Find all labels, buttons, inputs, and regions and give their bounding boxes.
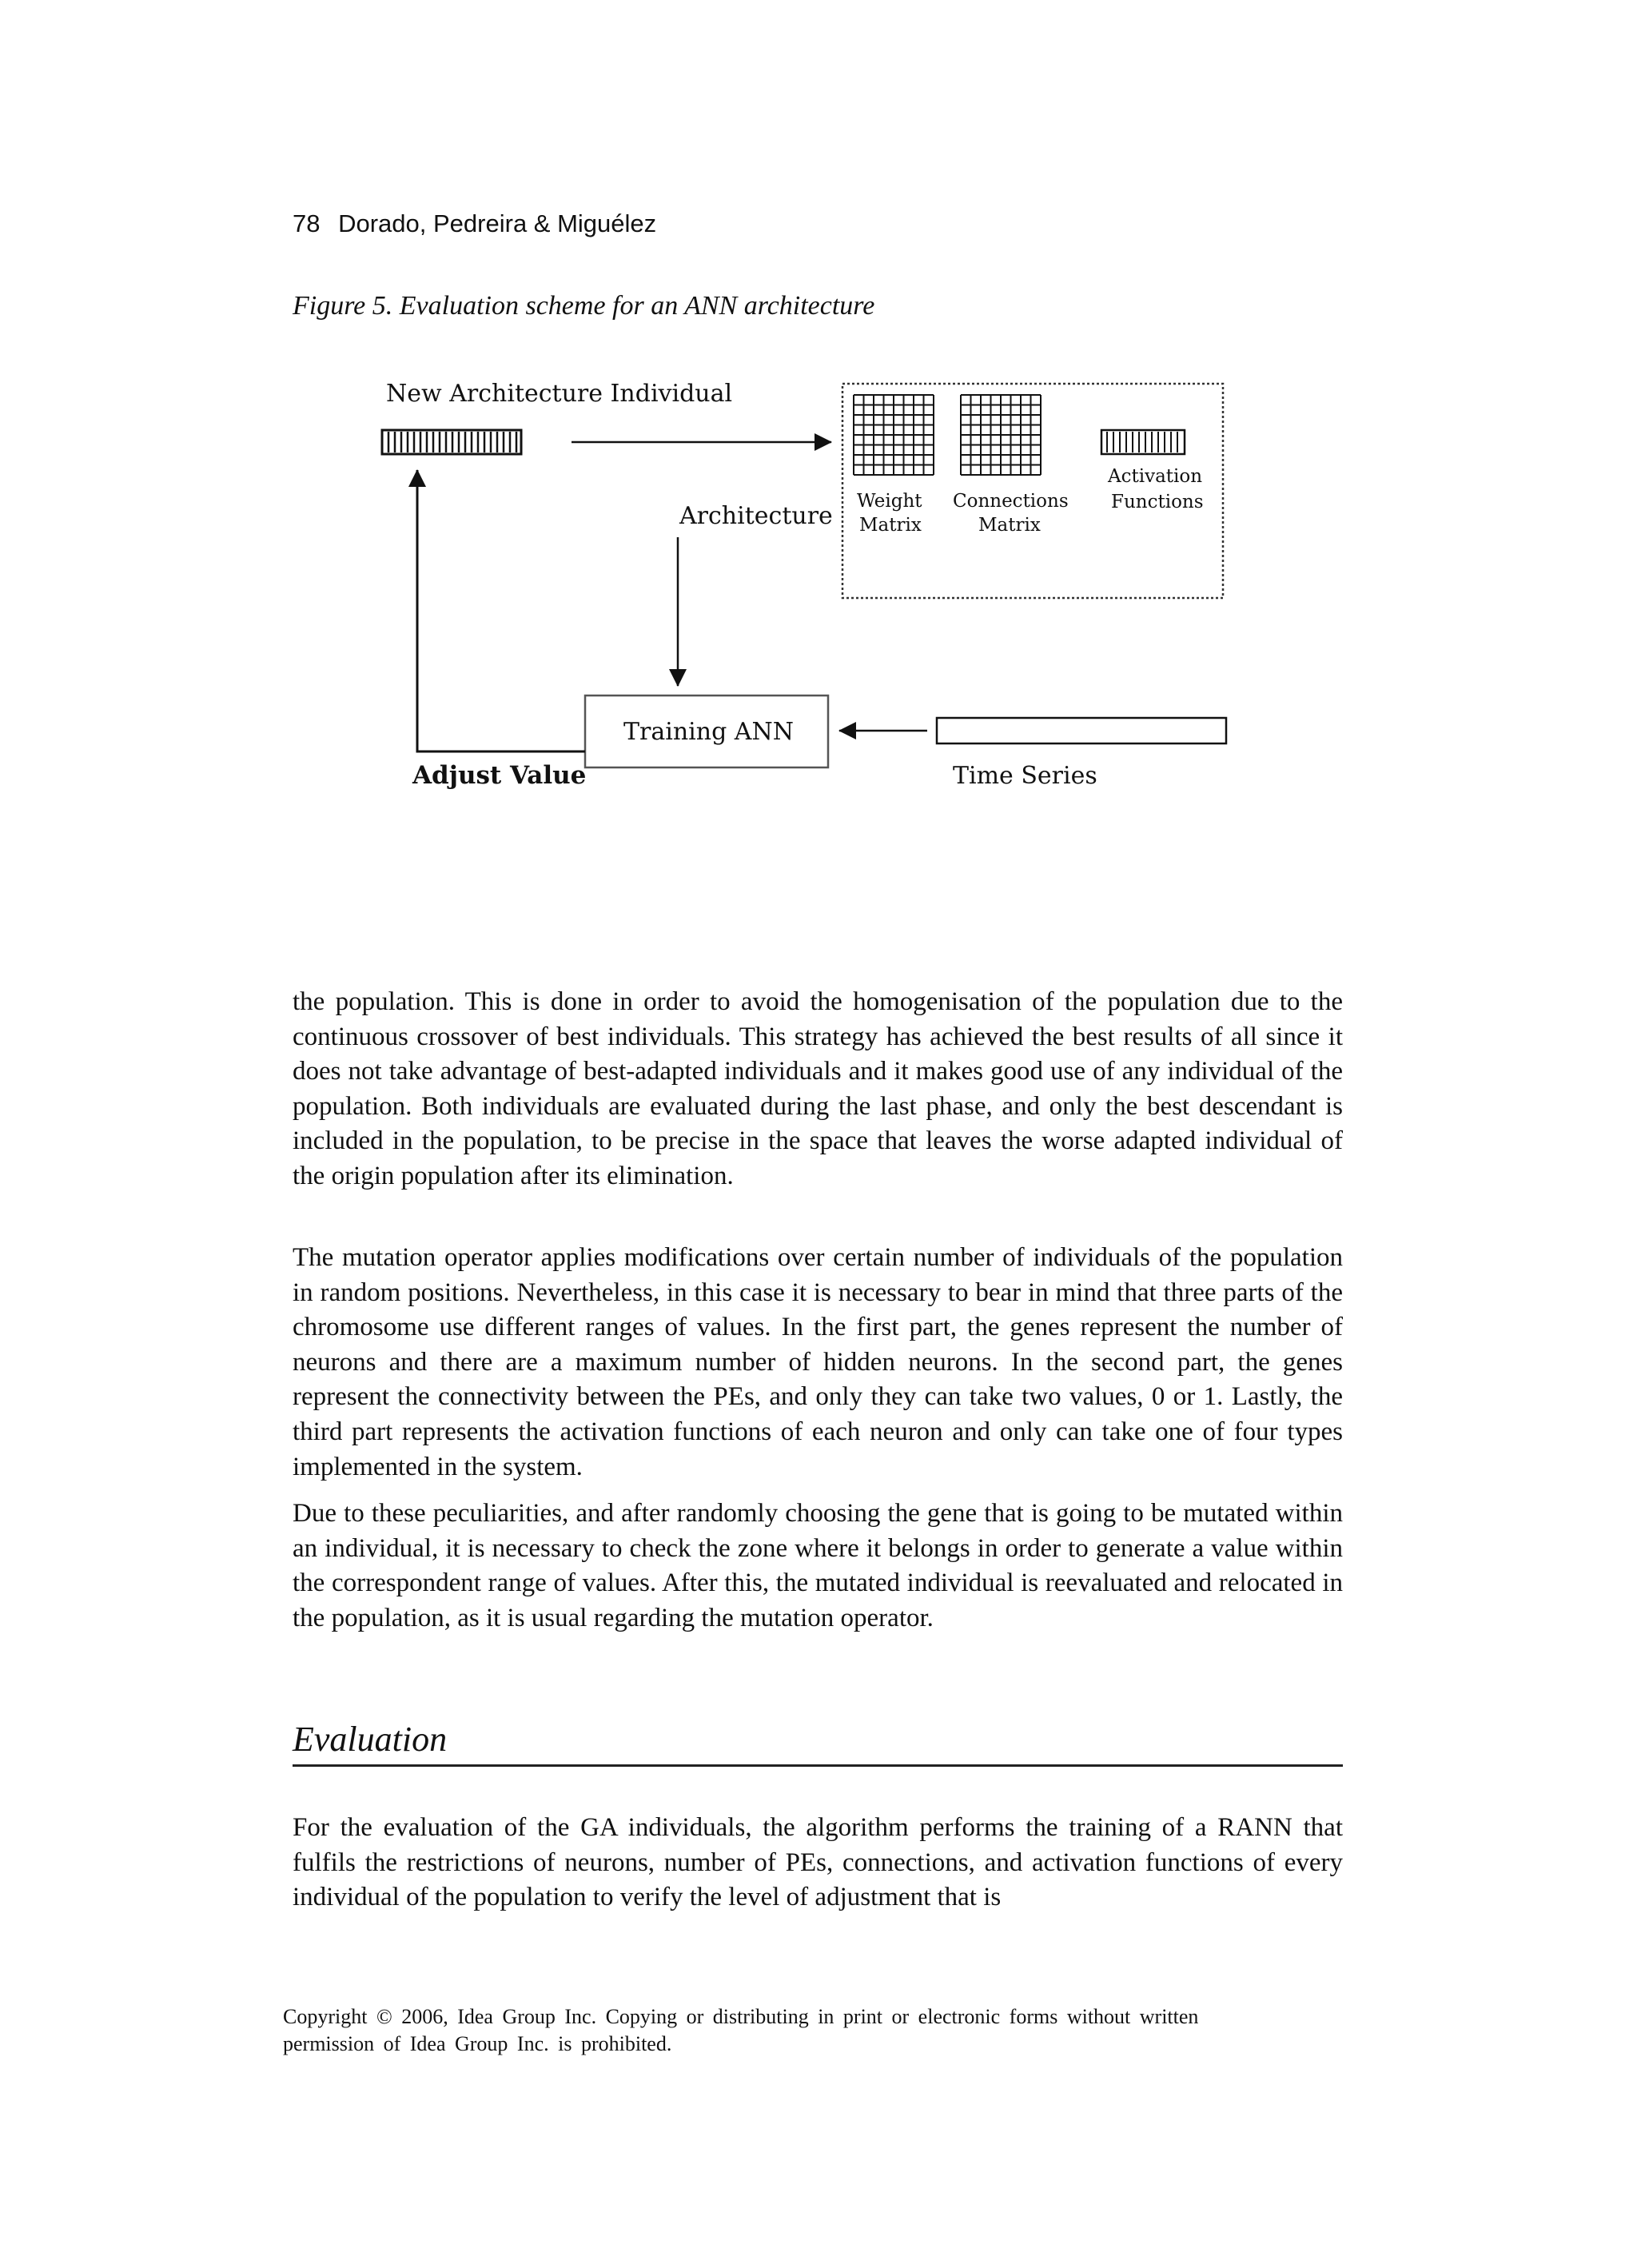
copyright-notice <box>283 2003 1322 2058</box>
figure-caption: Figure 5. Evaluation scheme for an ANN architecture <box>293 291 875 321</box>
paragraph-4: For the evaluation of the GA individuals, the algorithm performs the training of a RANN that fulfils the restrictions of neurons, number of PEs, connections, and activation functions of every individual of the population to verify the level of adjustment that is <box>293 1813 1343 1912</box>
paragraph-1: the population. This is done in order to avoid the homogenisation of the population due to the continuous crossover of best individuals. This strategy has achieved the best results of all since it does not take advantage of best-adapted individuals and it makes good use of any individual of the population. Both individuals are evaluated during the last phase, and only the best descendant is included in the population, to be precise in the space that leaves the worse adapted individual of the origin population after its elimination. <box>293 987 1343 1190</box>
activation-functions-label-1: Activation <box>1108 466 1203 487</box>
copyright-line-2: permission of Idea Group Inc. is prohibited. <box>283 2032 672 2055</box>
time-series-label: Time Series <box>953 762 1097 790</box>
connections-matrix-label-2: Matrix <box>978 515 1041 536</box>
section-heading-evaluation: Evaluation <box>293 1719 1343 1767</box>
connections-matrix-label-1: Connections <box>953 491 1069 512</box>
evaluation-scheme-diagram <box>360 360 1319 807</box>
paragraph-3: Due to these peculiarities, and after randomly choosing the gene that is going to be mutated within an individual, it is necessary to check the zone where it belongs in order to generate a value within the correspondent range of values. After this, the mutated individual is reevaluated and relocated in the population, as it is usual regarding the mutation operator. <box>293 1499 1343 1632</box>
copyright-line-1: Copyright © 2006, Idea Group Inc. Copying or distributing in print or electronic forms without written <box>283 2005 1199 2028</box>
activation-functions-bar <box>1101 430 1185 454</box>
paragraph-2: The mutation operator applies modifications over certain number of individuals of the population in random positions. Nevertheless, in this case it is necessary to bear in mind that three parts of the chromosome use different ranges of values. In the first part, the genes represent the number of neurons and there are a maximum number of hidden neurons. In the second part, the genes represent the connectivity between the PEs, and only they can take two values, 0 or 1. Lastly, the third part represents the activation functions of each neuron and only can take one of four types implemented in the system. <box>293 1243 1343 1481</box>
running-header-authors: Dorado, Pedreira & Miguélez <box>338 209 657 237</box>
feedback-arrow-to-individual <box>417 470 585 751</box>
weight-matrix-label-2: Matrix <box>859 515 922 536</box>
running-header <box>293 209 656 238</box>
time-series-bar <box>937 718 1226 743</box>
weight-matrix-grid <box>854 395 934 475</box>
chromosome-bar <box>382 430 521 454</box>
connections-matrix-grid <box>961 395 1041 475</box>
weight-matrix-label-1: Weight <box>857 491 922 512</box>
page-number: 78 <box>293 209 321 237</box>
activation-functions-label-2: Functions <box>1111 492 1204 512</box>
training-ann-label: Training ANN <box>623 718 794 746</box>
new-architecture-individual-label: New Architecture Individual <box>386 380 733 408</box>
architecture-label: Architecture <box>679 502 833 530</box>
adjust-value-label: Adjust Value <box>412 761 587 790</box>
